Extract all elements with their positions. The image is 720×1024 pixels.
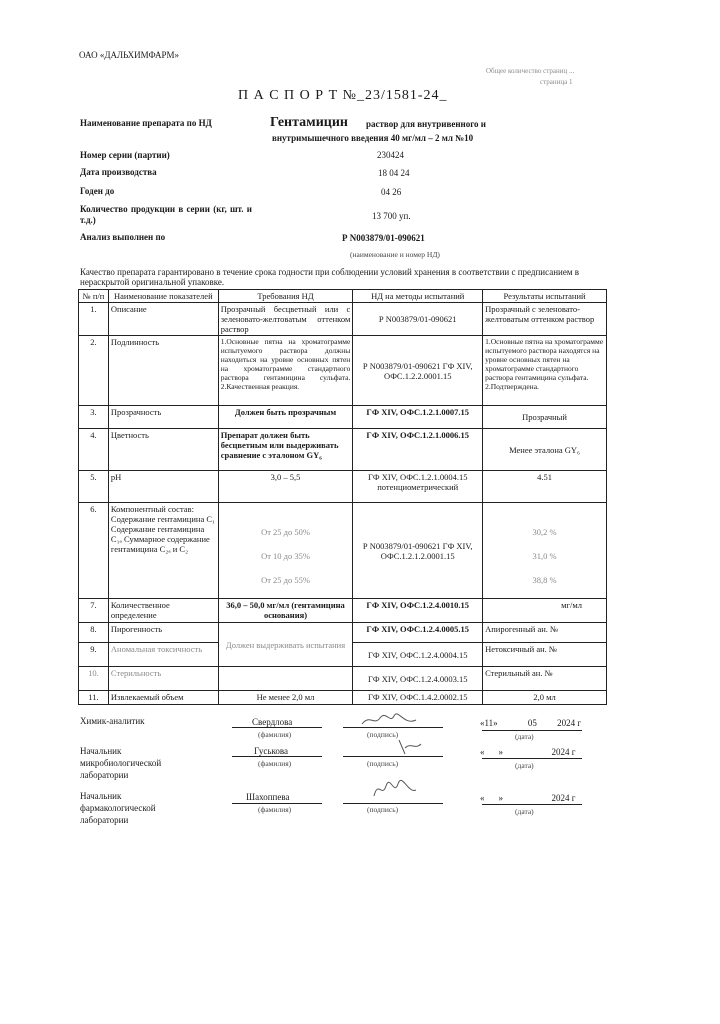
surname-caption-2: (фамилия) <box>258 759 292 768</box>
date-line-3 <box>482 804 582 805</box>
signature-role-2: Начальник микробиологической лаборатории <box>80 746 162 780</box>
signature-caption-2: (подпись) <box>367 759 399 768</box>
page-stamp-total: Общее количество страниц ... <box>486 67 575 75</box>
row-number: 5. <box>79 471 109 503</box>
header-methods: НД на методы испытаний <box>353 290 483 303</box>
row-result: Стерильный ан. № <box>483 667 607 691</box>
row-method: Р N003879/01-090621 ГФ XIV, ОФС.1.2.1.2.0001.15 <box>353 503 483 599</box>
row-method: ГФ XIV, ОФС.1.2.1.0004.15 потенциометрический <box>353 471 483 503</box>
result-c1: 30,2 % <box>532 526 557 537</box>
requirement-c2: От 25 до 55% <box>261 574 310 585</box>
name-label: Наименование препарата по НД <box>80 118 212 128</box>
row-indicator: Подлинность <box>108 336 218 406</box>
signature-role-1: Химик-аналитик <box>80 716 145 726</box>
row-indicator: Цветность <box>108 429 218 471</box>
row-indicator: Аномальная токсичность <box>108 643 218 667</box>
row-number: 3. <box>79 406 109 429</box>
row-requirement: 36,0 – 50,0 мг/мл (гентамицина основания) <box>218 599 353 623</box>
row-method: ГФ XIV, ОФС.1.2.1.0007.15 <box>353 406 483 429</box>
date-year-1: 2024 г <box>557 718 582 728</box>
result-c2: 38,8 % <box>532 574 557 585</box>
page-stamp-page: страница 1 <box>540 78 573 86</box>
production-date-value: 18 04 24 <box>378 168 410 178</box>
table-row <box>79 303 607 336</box>
row-number: 4. <box>79 429 109 471</box>
row-method: ГФ XIV, ОФС.1.2.4.0005.15 <box>353 623 483 643</box>
header-results: Результаты испытаний <box>483 290 607 303</box>
drug-form-2: внутримышечного введения 40 мг/мл – 2 мл №10 <box>272 133 474 143</box>
row-indicator: Извлекаемый объем <box>108 691 218 705</box>
row-result: мг/мл <box>483 599 607 623</box>
quantity-value: 13 700 уп. <box>372 211 411 221</box>
handwritten-signature-2 <box>395 736 425 756</box>
row-indicator: Пирогенность <box>108 623 218 643</box>
date-3: « » 2024 г <box>480 793 576 803</box>
analysis-label: Анализ выполнен по <box>80 232 166 242</box>
drug-form-1: раствор для внутривенного и <box>366 119 486 129</box>
row-number: 6. <box>79 503 109 599</box>
table-row <box>79 336 607 406</box>
series-value: 230424 <box>377 150 404 160</box>
row-requirement: 1.Основные пятна на хроматограмме испытуемого раствора должны находиться на уровне основных пятен на хроматограмме стандартного раствора гентамицина сульфата. 2.Качественная реакция. <box>218 336 353 406</box>
table-row <box>79 406 607 429</box>
row-indicator: Описание <box>108 303 218 336</box>
signature-line-3 <box>343 803 443 804</box>
handwritten-signature-1 <box>360 710 420 730</box>
surname-3: Шахоппева <box>246 792 290 802</box>
row-result: Апирогенный ан. № <box>483 623 607 643</box>
date-line-2 <box>482 758 582 759</box>
result-c1a: 31,0 % <box>532 550 557 561</box>
date-caption-1: (дата) <box>515 732 534 741</box>
guarantee-text: Качество препарата гарантировано в течение срока годности при соблюдении условий хранения в соответствии с предписанием в нераскрытой оригинальной упаковке. <box>80 267 580 287</box>
row-number: 9. <box>79 643 109 667</box>
row-method: ГФ XIV, ОФС.1.4.2.0002.15 <box>353 691 483 705</box>
date-day-1: 11 <box>484 718 494 728</box>
table-row <box>79 471 607 503</box>
surname-line-2 <box>232 756 322 757</box>
header-requirements: Требования НД <box>218 290 353 303</box>
row-method: ГФ XIV, ОФС.1.2.1.0006.15 <box>353 429 483 471</box>
row-requirement <box>218 667 353 691</box>
production-date-label: Дата производства <box>80 167 157 177</box>
company-name: ОАО «ДАЛЬХИМФАРМ» <box>79 50 180 60</box>
analysis-value: Р N003879/01-090621 <box>342 233 425 243</box>
row-indicator: Стерильность <box>108 667 218 691</box>
date-2: « » 2024 г <box>480 747 576 757</box>
signature-role-3: Начальник фармакологической лаборатории <box>80 791 156 825</box>
row-result: Нетоксичный ан. № <box>483 643 607 667</box>
surname-2: Гуськова <box>254 746 289 756</box>
row-number: 10. <box>79 667 109 691</box>
table-row <box>79 667 607 691</box>
header-indicator: Наименование показателей <box>108 290 218 303</box>
quantity-label: Количество продукции в серии (кг, шт. и т.д.) <box>80 204 252 225</box>
row-indicator: Количественное определение <box>108 599 218 623</box>
signature-line-2 <box>343 756 443 757</box>
row-method: Р N003879/01-090621 ГФ XIV, ОФС.1.2.2.0001.15 <box>353 336 483 406</box>
surname-caption-1: (фамилия) <box>258 730 292 739</box>
valid-until-value: 04 26 <box>381 187 402 197</box>
requirement-c1: От 25 до 50% <box>261 526 310 537</box>
row-result <box>483 503 607 599</box>
row-result: 4.51 <box>483 471 607 503</box>
row-number: 11. <box>79 691 109 705</box>
row-number: 8. <box>79 623 109 643</box>
row-indicator: pH <box>108 471 218 503</box>
analysis-caption: (наименование и номер НД) <box>350 250 440 259</box>
handwritten-signature-3 <box>372 778 418 802</box>
header-number: № п/п <box>79 290 109 303</box>
table-row <box>79 623 607 643</box>
date-caption-2: (дата) <box>515 761 534 770</box>
series-label: Номер серии (партии) <box>80 150 170 160</box>
date-year-3: 2024 г <box>551 793 576 803</box>
row-result: 2,0 мл <box>483 691 607 705</box>
row-indicator: Компонентный состав: Содержание гентамицина C₁ Содержание гентамицина C₁ₐ Суммарное содержание гентамицина C₂ₐ и C₂ <box>108 503 218 599</box>
passport-title: П А С П О Р Т №_23/1581-24_ <box>238 88 448 103</box>
row-requirement: Препарат должен быть бесцветным или выдерживать сравнение с эталоном GY₆ <box>218 429 353 471</box>
table-row <box>79 429 607 471</box>
surname-line-3 <box>232 803 322 804</box>
valid-until-label: Годен до <box>80 186 115 196</box>
drug-name: Гентамицин <box>270 115 348 130</box>
row-number: 1. <box>79 303 109 336</box>
row-method: ГФ XIV, ОФС.1.2.4.0004.15 <box>353 643 483 667</box>
surname-1: Свердлова <box>252 717 293 727</box>
row-number: 7. <box>79 599 109 623</box>
row-result: Менее эталона GY₆ <box>483 429 607 471</box>
row-result: 1.Основные пятна на хроматограмме испытуемого раствора находятся на уровне основных пятен на хроматограмме стандартного раствора гентамицина сульфата. 2.Подтверждена. <box>483 336 607 406</box>
row-requirement: 3,0 – 5,5 <box>218 471 353 503</box>
row-result: Прозрачный с зеленовато-желтоватым оттенком раствор <box>483 303 607 336</box>
row-result: Прозрачный <box>483 406 607 429</box>
test-results-table <box>78 289 607 705</box>
row-requirement: Должен быть прозрачным <box>218 406 353 429</box>
table-row <box>79 503 607 599</box>
table-row <box>79 691 607 705</box>
row-requirement: Прозрачный бесцветный или с зеленовато-желтоватым оттенком раствор <box>218 303 353 336</box>
date-line-1 <box>482 730 582 731</box>
row-requirement: Не менее 2,0 мл <box>218 691 353 705</box>
row-indicator: Прозрачность <box>108 406 218 429</box>
surname-line-1 <box>232 727 322 728</box>
row-requirement <box>218 503 353 599</box>
table-row <box>79 599 607 623</box>
row-number: 2. <box>79 336 109 406</box>
signature-caption-3: (подпись) <box>367 805 399 814</box>
row-method: ГФ XIV, ОФС.1.2.4.0003.15 <box>353 667 483 691</box>
row-method: ГФ XIV, ОФС.1.2.4.0010.15 <box>353 599 483 623</box>
date-1: «11» 05 2024 г <box>480 718 582 728</box>
surname-caption-3: (фамилия) <box>258 805 292 814</box>
date-year-2: 2024 г <box>551 747 576 757</box>
requirement-c1a: От 10 до 35% <box>261 550 310 561</box>
table-header-row <box>79 290 607 303</box>
signature-caption-1: (подпись) <box>367 730 399 739</box>
date-caption-3: (дата) <box>515 807 534 816</box>
date-month-1: 05 <box>527 718 537 728</box>
row-requirement: Должен выдерживать испытания <box>218 623 353 667</box>
row-method: Р N003879/01-090621 <box>353 303 483 336</box>
